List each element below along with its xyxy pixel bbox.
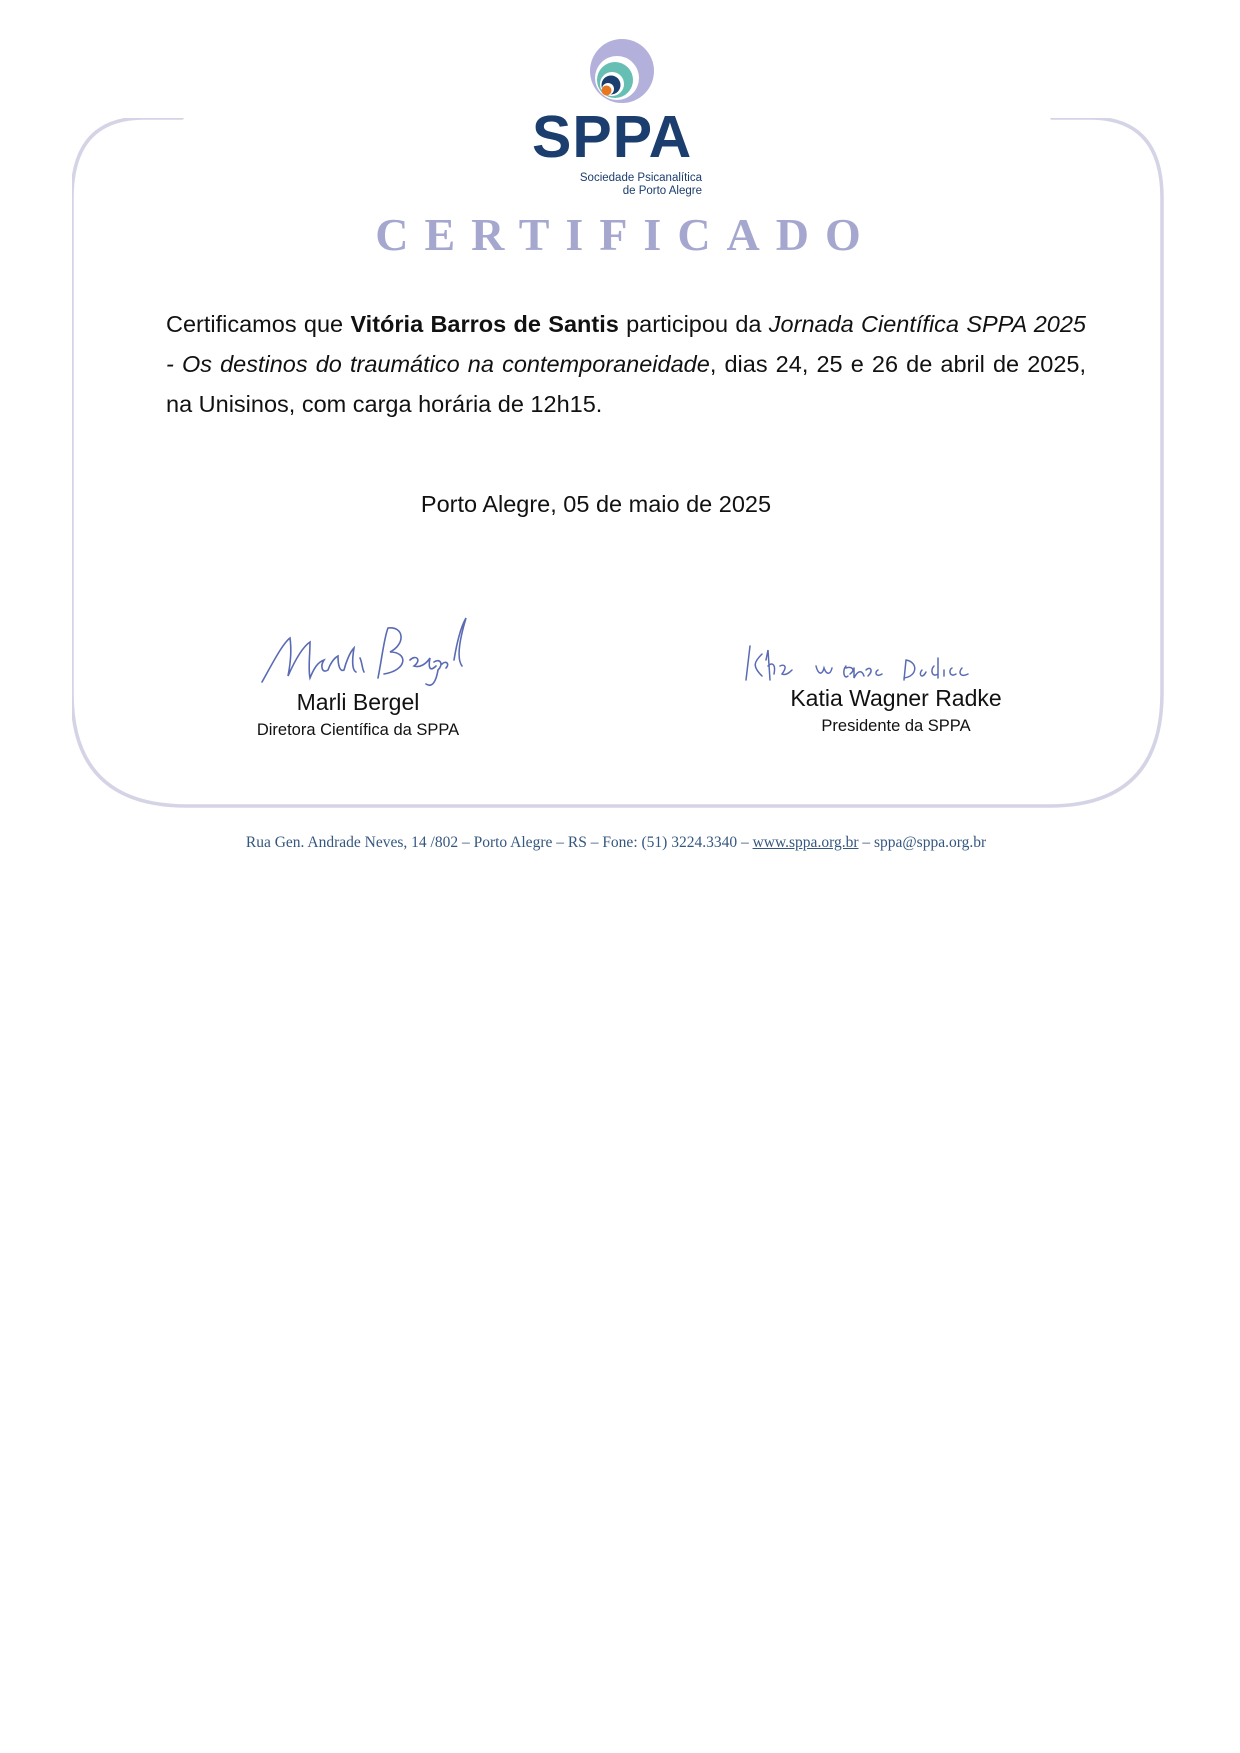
footer-separator: – — [858, 834, 874, 851]
footer-address: Rua Gen. Andrade Neves, 14 /802 – Porto Alegre – RS – Fone: (51) 3224.3340 – — [245, 834, 753, 851]
signatory-role-right: Presidente da SPPA — [821, 717, 971, 735]
footer-website-link[interactable]: www.sppa.org.br — [752, 834, 859, 851]
handwritten-signature-icon — [738, 640, 988, 684]
signature-block-left — [212, 608, 504, 742]
body-intro: Certificamos que — [166, 311, 351, 337]
signatory-role-left: Diretora Científica da SPPA — [256, 721, 460, 739]
signatory-name-left: Marli Bergel — [296, 689, 420, 715]
certificate-title: CERTIFICADO — [375, 209, 877, 260]
signatory-name-right: Katia Wagner Radke — [790, 685, 1002, 711]
signature-block-right — [746, 640, 1046, 738]
footer-email[interactable]: sppa@sppa.org.br — [873, 834, 987, 851]
handwritten-signature-icon — [248, 608, 468, 688]
event-name: Jornada Científica SPPA 2025 - Os destinos do traumático na contemporaneidade — [166, 311, 1086, 377]
sppa-logo-mark-icon — [584, 38, 660, 110]
logo-orange-dot — [602, 86, 612, 96]
footer-contact — [0, 834, 1232, 852]
sppa-logo — [528, 38, 708, 198]
certificate-body — [166, 304, 1086, 424]
body-details: , dias 24, 25 e 26 de abril de 2025, na Unisinos, com carga horária de 12h15. — [166, 351, 1086, 417]
participant-name: Vitória Barros de Santis — [350, 311, 619, 337]
body-mid: participou da — [618, 311, 769, 337]
place-date: Porto Alegre, 05 de maio de 2025 — [420, 491, 772, 517]
logo-subtitle: Sociedade Psicanalítica de Porto Alegre — [579, 172, 702, 197]
logo-wordmark: SPPA — [532, 104, 693, 170]
